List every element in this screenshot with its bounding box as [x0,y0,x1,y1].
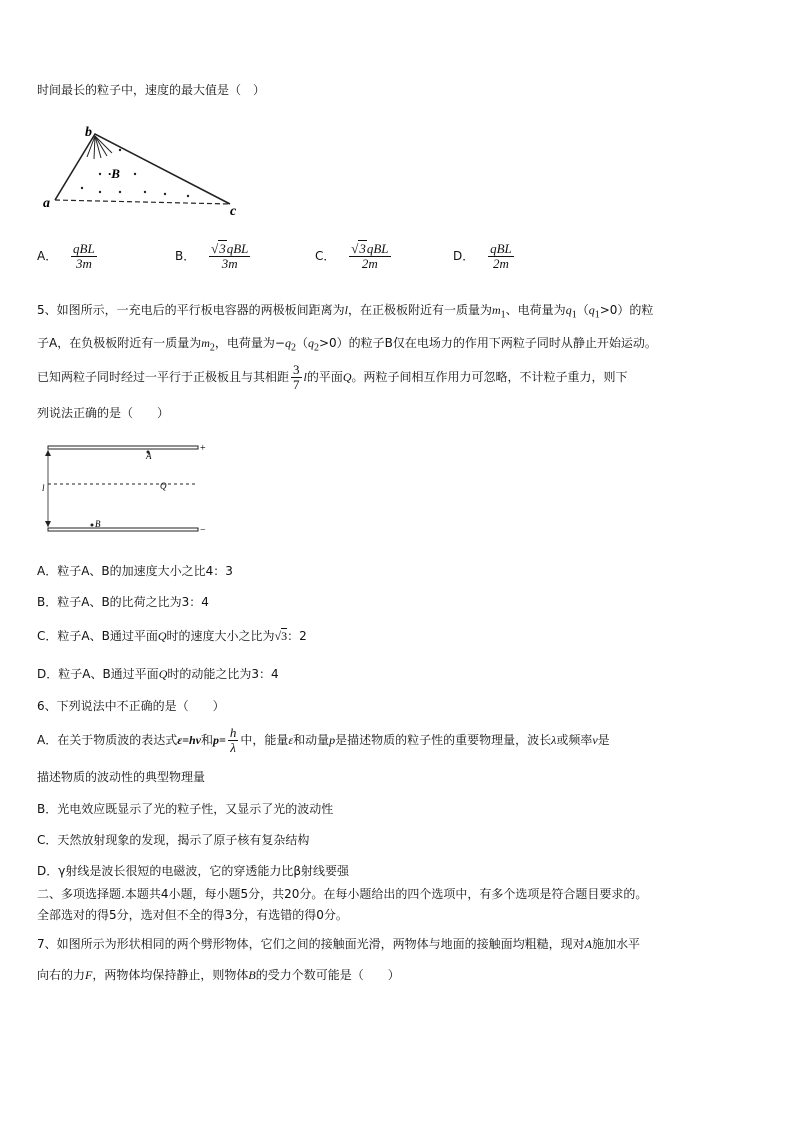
vertex-b-label: b [85,125,92,140]
q6-option-a-line2: 描述物质的波动性的典型物理量 [37,770,206,784]
q5-option-d[interactable]: D．粒子A、B通过平面Q时的动能之比为3：4 [37,667,279,681]
option-label: A． [37,249,58,263]
field-B-label: ·B [108,166,120,181]
q6-option-c[interactable]: C．天然放射现象的发现，揭示了原子核有复杂结构 [37,833,310,847]
q5-capacitor-figure [40,440,210,540]
q7-stem-line2: 向右的力F，两物体均保持静止，则物体B的受力个数可能是（ ） [37,968,400,982]
vertex-c-label: c [230,204,237,219]
particle-A-label: A [146,451,152,461]
q4-option-a[interactable]: A． $\frac{\text{qBL}}{3m}$ [37,241,95,271]
vertex-a-label: a [43,196,50,211]
plus-sign: + [200,443,206,454]
plane-Q-label: Q [160,481,167,491]
q4-stem-tail: 时间最长的粒子中，速度的最大值是（ ） [37,83,266,97]
q5-option-c[interactable]: C．粒子A、B通过平面Q时的速度大小之比为√3：2 [37,629,307,643]
q4-option-d[interactable]: D． $\frac{\text{qBL}}{2m}$ [453,241,512,271]
q4-option-b[interactable]: B． $\frac{\text{√3qBL}}{3m}$ [175,241,249,271]
section2-heading-line2: 全部选对的得5分，选对但不全的得3分，有选错的得0分。 [37,908,348,922]
q5-stem-line4: 列说法正确的是（ ） [37,406,170,420]
q4-option-c[interactable]: C． $\frac{\text{√3qBL}}{2m}$ [315,241,389,271]
q4-triangle-figure [40,122,255,222]
option-label: D． [453,249,475,263]
q5-option-a[interactable]: A．粒子A、B的加速度大小之比4：3 [37,564,233,578]
q5-stem-line2: 子A，在负极板附近有一质量为$m_2$，电荷量为$-q_2(q_2>0)$的粒子B仅在电场力的作用下两粒子同时从静止开始运动。 [37,336,657,354]
option-label: C． [315,249,336,263]
q7-stem-line1: 7、如图所示为形状相同的两个劈形物体，它们之间的接触面光滑，两物体与地面的接触面均粗糙，现对A施加水平 [37,937,640,951]
q6-option-a-line1[interactable]: A．在关于物质波的表达式ε=hν和p= $\frac{h}{\lambda}$ 中，能量ε和动量p是描述物质的粒子性的重要物理量，波长λ或频率ν是 [37,725,610,755]
distance-l-label: l [42,483,45,493]
q5-option-b[interactable]: B．粒子A、B的比荷之比为3：4 [37,595,209,609]
q6-option-b[interactable]: B．光电效应既显示了光的粒子性，又显示了光的波动性 [37,802,334,816]
q5-stem-line3: 已知两粒子同时经过一平行于正极板且与其相距 $\frac{3}{7}$ l的平面Q。两粒子间相互作用力可忽略，不计粒子重力，则下 [37,362,628,392]
particle-B-label: B [95,519,101,529]
q5-stem-line1: 5、如图所示，一充电后的平行板电容器的两极板间距离为l，在正极板附近有一质量为$m_1$、电荷量为$q_1(q_1>0)$的粒 [37,303,654,321]
minus-sign: − [200,525,206,536]
option-label: B． [175,249,196,263]
section2-heading-line1: 二、多项选择题.本题共4小题，每小题5分，共20分。在每小题给出的四个选项中，有多个选项是符合题目要求的。 [37,887,648,901]
q6-stem: 6、下列说法中不正确的是（ ） [37,699,225,713]
q6-option-d[interactable]: D．γ射线是波长很短的电磁波，它的穿透能力比β射线要强 [37,864,350,878]
